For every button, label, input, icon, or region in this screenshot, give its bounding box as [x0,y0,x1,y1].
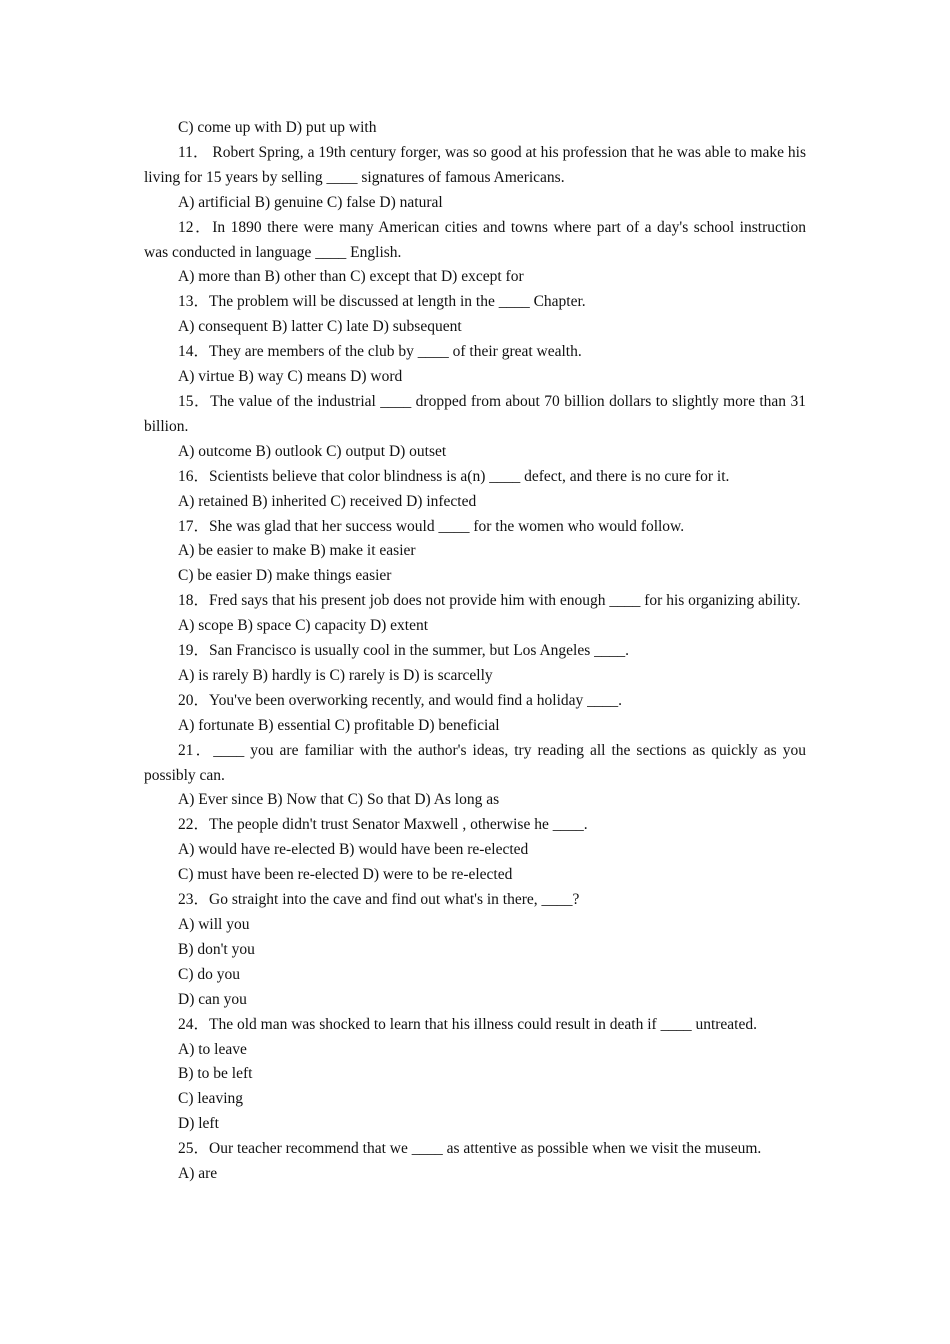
question-text: The problem will be discussed at length in the ____ Chapter. [209,293,586,311]
question-number: 25． [178,1140,210,1158]
answer-options: A) are [178,1165,218,1183]
question-number: 17． [178,517,210,535]
answer-options: A) Ever since B) Now that C) So that D) As long as [178,791,500,809]
question-item [144,1137,806,1162]
question-number: 18． [178,592,210,610]
question-text: They are members of the club by ____ of their great wealth. [209,343,582,361]
question-number: 22． [178,816,210,834]
question-item [144,216,806,266]
question-text: Robert Spring, a 19th century forger, was so good at his profession that he was able to make his living for 15 years by selling ____ signatures of famous Americans. [144,143,806,186]
question-number: 19． [178,642,210,660]
question-number: 21． [178,741,214,759]
question-item [144,589,806,614]
answer-options: B) to be left [178,1065,253,1083]
answer-options: A) scope B) space C) capacity D) extent [178,617,429,635]
question-text: You've been overworking recently, and would find a holiday ____. [209,691,623,709]
question-number: 24． [178,1015,210,1033]
answer-options: A) would have re-elected B) would have been re-elected [178,841,529,859]
answer-options: A) consequent B) latter C) late D) subsequent [178,318,462,336]
answer-options: C) leaving [178,1090,243,1108]
question-item [144,813,806,838]
answer-options: A) more than B) other than C) except that D) except for [178,268,524,286]
question-item [144,390,806,440]
question-list [144,116,806,1187]
question-text: ____ you are familiar with the author's ideas, try reading all the sections as quickly as you possibly can. [144,741,806,784]
question-item [144,465,806,490]
answer-options: A) be easier to make B) make it easier [178,542,416,560]
question-text: Our teacher recommend that we ____ as attentive as possible when we visit the museum. [209,1140,762,1158]
question-text: The people didn't trust Senator Maxwell , otherwise he ____. [209,816,588,834]
question-text: The old man was shocked to learn that his illness could result in death if ____ untreated. [209,1015,757,1033]
answer-options: A) fortunate B) essential C) profitable D) beneficial [178,716,500,734]
question-text: The value of the industrial ____ dropped from about 70 billion dollars to slightly more than 31 billion. [144,392,806,435]
question-text: Go straight into the cave and find out what's in there, ____? [209,891,580,909]
answer-options: A) outcome B) outlook C) output D) outset [178,442,447,460]
answer-options: D) can you [178,990,247,1008]
question-item [144,290,806,315]
question-number: 11． [178,143,209,161]
question-number: 23． [178,891,210,909]
question-item [144,340,806,365]
question-number: 20． [178,691,210,709]
question-item [144,141,806,191]
question-item [144,1013,806,1038]
question-item [144,639,806,664]
question-item [144,689,806,714]
question-text: She was glad that her success would ____ for the women who would follow. [209,517,685,535]
question-item [144,888,806,913]
question-text: Scientists believe that color blindness is a(n) ____ defect, and there is no cure for it. [209,467,730,485]
question-item [144,515,806,540]
answer-options: D) left [178,1115,219,1133]
question-text: In 1890 there were many American cities and towns where part of a day's school instruction was conducted in language ____ English. [144,218,806,261]
answer-options: C) must have been re-elected D) were to be re-elected [178,866,513,884]
question-number: 13． [178,293,210,311]
answer-options: A) to leave [178,1040,247,1058]
answer-options: C) do you [178,965,240,983]
question-item [144,739,806,789]
answer-options: C) be easier D) make things easier [178,567,392,585]
question-number: 15． [178,392,211,410]
answer-options: A) virtue B) way C) means D) word [178,368,403,386]
answer-options: B) don't you [178,940,255,958]
question-number: 16． [178,467,210,485]
question-text: San Francisco is usually cool in the summer, but Los Angeles ____. [209,642,629,660]
answer-options: A) will you [178,916,250,933]
question-number: 12． [178,218,213,236]
answer-options: A) artificial B) genuine C) false D) natural [178,193,443,211]
answer-options: C) come up with D) put up with [178,119,377,136]
answer-options: A) retained B) inherited C) received D) infected [178,492,477,510]
question-number: 14． [178,343,210,361]
question-text: Fred says that his present job does not provide him with enough ____ for his organizing ability. [209,592,801,610]
answer-options: A) is rarely B) hardly is C) rarely is D) is scarcelly [178,666,493,684]
